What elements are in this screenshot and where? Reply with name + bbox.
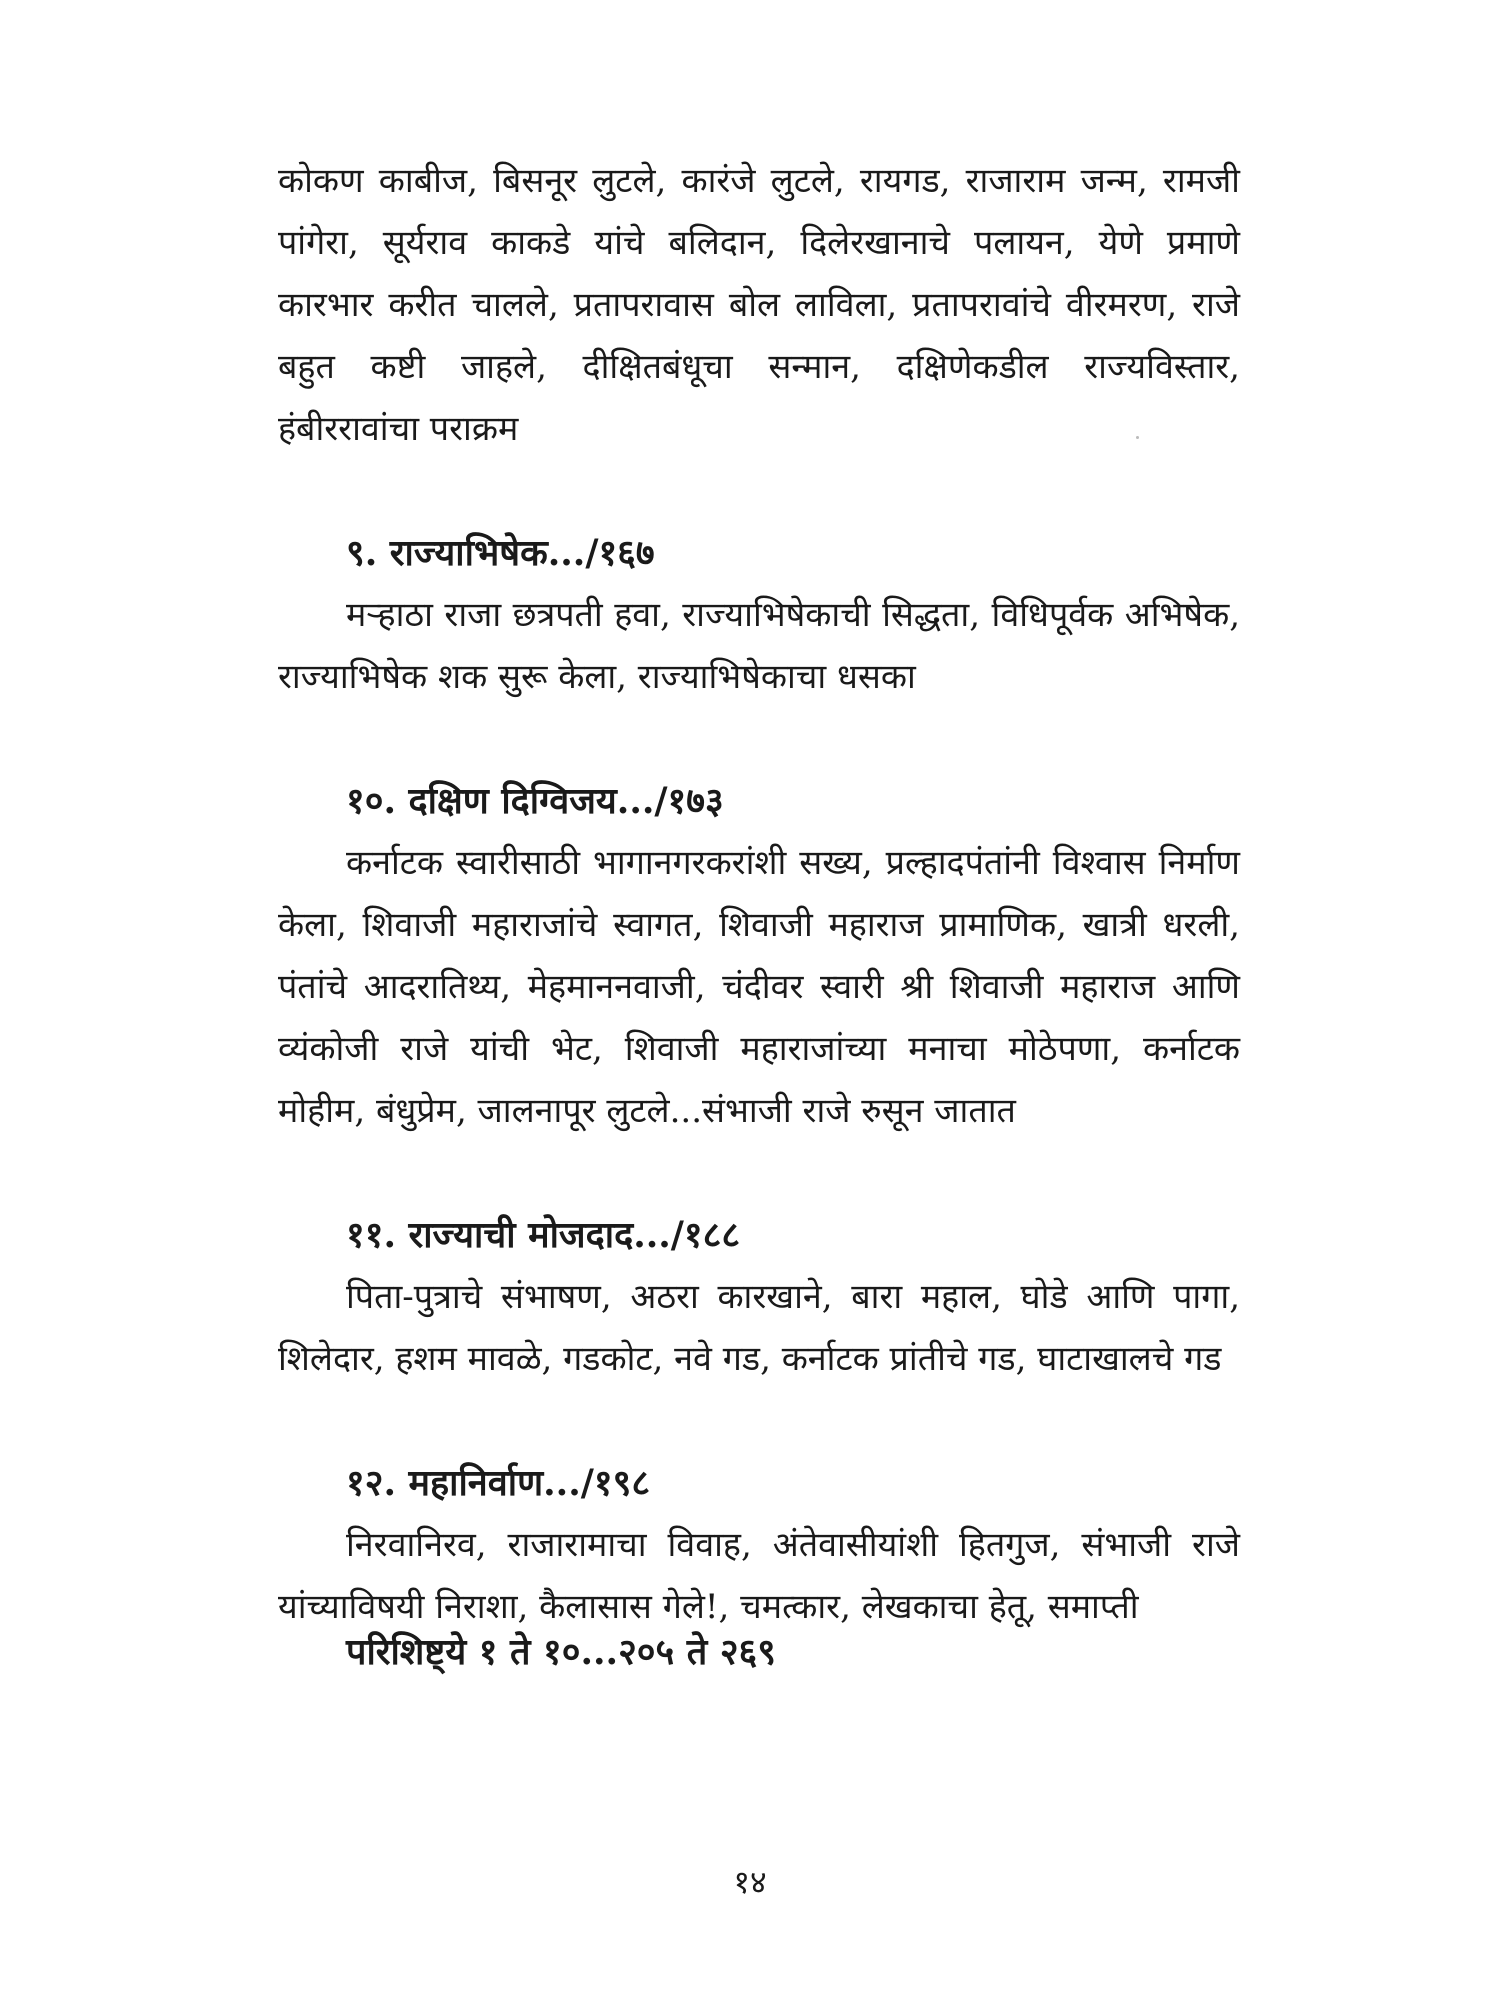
section-heading: ९. राज्याभिषेक.../१६७	[346, 532, 655, 574]
section-9	[278, 522, 1240, 708]
page-number: १४	[733, 1863, 767, 1901]
section-body: कर्नाटक स्वारीसाठी भागानगरकरांशी सख्य, प्रल्हादपंतांनी विश्वास निर्माण केला, शिवाजी महाराजांचे स्वागत, शिवाजी महाराज प्रामाणिक, खात्री धरली, पंतांचे आदरातिथ्य, मेहमाननवाजी, चंदीवर स्वारी श्री शिवाजी महाराज आणि व्यंकोजी राजे यांची भेट, शिवाजी महाराजांच्या मनाचा मोठेपणा, कर्नाटक मोहीम, बंधुप्रेम, जालनापूर लुटले...संभाजी राजे रुसून जातात	[278, 843, 1240, 1131]
section-body: मऱ्हाठा राजा छत्रपती हवा, राज्याभिषेकाची सिद्धता, विधिपूर्वक अभिषेक, राज्याभिषेक शक सुरू केला, राज्याभिषेकाचा धसका	[278, 595, 1240, 697]
section-heading: १२. महानिर्वाण.../१९८	[346, 1462, 651, 1504]
section-heading: १०. दक्षिण दिग्विजय.../१७३	[346, 780, 724, 822]
section-12	[278, 1452, 1240, 1638]
section-body: निरवानिरव, राजारामाचा विवाह, अंतेवासीयांशी हितगुज, संभाजी राजे यांच्याविषयी निराशा, कैलासास गेले!, चमत्कार, लेखकाचा हेतू, समाप्ती	[278, 1525, 1240, 1627]
section-10	[278, 770, 1240, 1142]
contents-page	[278, 150, 1240, 1638]
section-heading: ११. राज्याची मोजदाद.../१८८	[346, 1214, 741, 1256]
intro-paragraph: कोकण काबीज, बिसनूर लुटले, कारंजे लुटले, रायगड, राजाराम जन्म, रामजी पांगेरा, सूर्यराव काकडे यांचे बलिदान, दिलेरखानाचे पलायन, येणे प्रमाणे कारभार करीत चालले, प्रतापरावास बोल लाविला, प्रतापरावांचे वीरमरण, राजे बहुत कष्टी जाहले, दीक्षितबंधूचा सन्मान, दक्षिणेकडील राज्यविस्तार, हंबीररावांचा पराक्रम	[278, 161, 1240, 449]
section-11	[278, 1204, 1240, 1390]
section-body: पिता-पुत्राचे संभाषण, अठरा कारखाने, बारा महाल, घोडे आणि पागा, शिलेदार, हशम मावळे, गडकोट, नवे गड, कर्नाटक प्रांतीचे गड, घाटाखालचे गड	[278, 1277, 1240, 1379]
speck-mark	[1136, 436, 1139, 439]
appendix-entry: परिशिष्ट्ये १ ते १०...२०५ ते २६९	[346, 1631, 776, 1673]
